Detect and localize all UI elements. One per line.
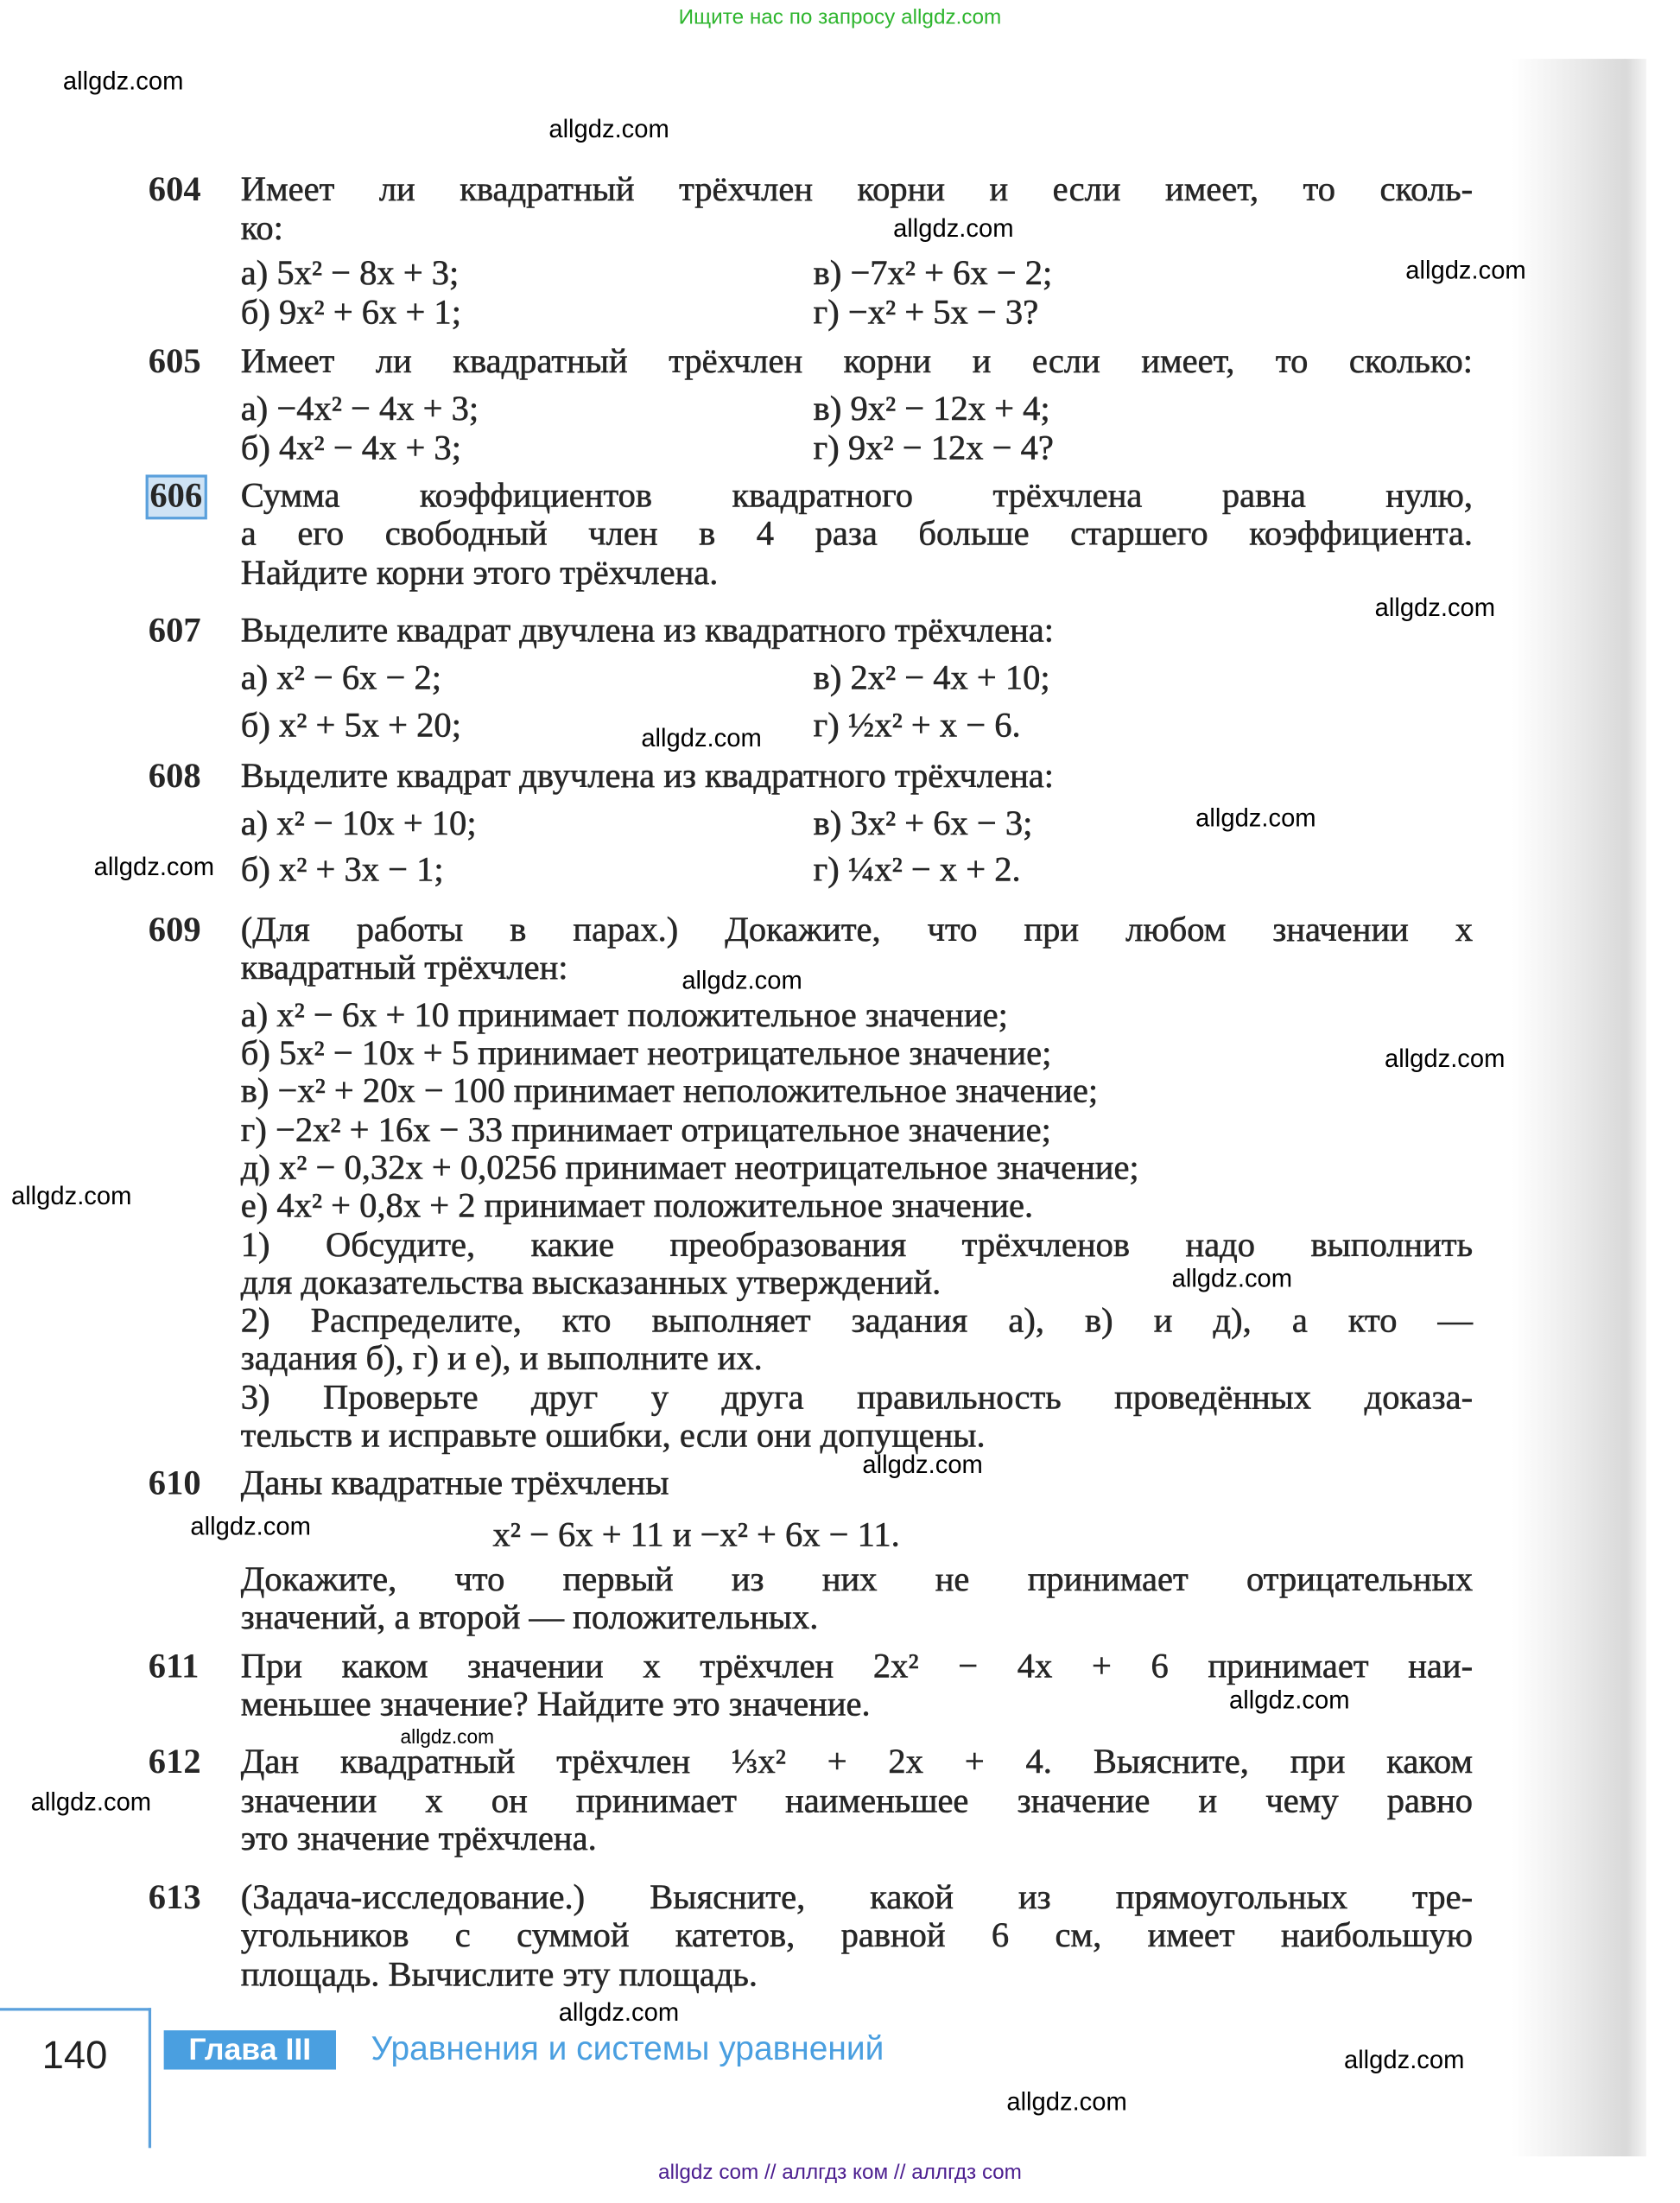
problem-text-line: При каком значении x трёхчлен 2x² − 4x + 6 принимает наи- <box>240 1647 1474 1686</box>
problem-text-line: Найдите корни этого трёхчлена. <box>240 554 719 593</box>
problem-text-line: а) x² − 6x + 10 принимает положительное значение; <box>240 997 1008 1035</box>
problem-option: г) 9x² − 12x − 4? <box>813 429 1054 468</box>
bottom-links[interactable]: allgdz com // аллгдз ком // аллгдз com <box>658 2160 1022 2185</box>
problem-number: 608 <box>148 757 201 796</box>
watermark-link[interactable]: allgdz.com <box>1171 1264 1293 1292</box>
problem-text-line: г) −2x² + 16x − 33 принимает отрицательное значение; <box>240 1111 1051 1150</box>
chapter-title: Уравнения и системы уравнений <box>371 2030 884 2068</box>
problem-number: 607 <box>148 612 201 651</box>
watermark-link[interactable]: allgdz.com <box>62 67 184 96</box>
problem-option: а) x² − 6x − 2; <box>240 659 442 698</box>
problem-text-line: в) −x² + 20x − 100 принимает неположительное значение; <box>240 1072 1099 1111</box>
problem-text-line: задания б), г) и е), и выполните их. <box>240 1340 763 1378</box>
watermark-link[interactable]: allgdz.com <box>548 114 669 143</box>
problem-text-line: это значение трёхчлена. <box>240 1820 597 1858</box>
problem-text-line: ко: <box>240 210 283 248</box>
problem-text-line: Дан квадратный трёхчлен ⅓x² + 2x + 4. Выясните, при каком <box>240 1743 1474 1781</box>
problem-option: а) −4x² − 4x + 3; <box>240 390 479 429</box>
problem-text-line: значений, а второй — положительных. <box>240 1598 819 1637</box>
problem-option: б) x² + 5x + 20; <box>240 707 461 746</box>
problem-text-line: квадратный трёхчлен: <box>240 949 568 987</box>
problem-option: б) 9x² + 6x + 1; <box>240 294 461 333</box>
problem-number: 612 <box>148 1743 201 1781</box>
problem-text-line: Имеет ли квадратный трёхчлен корни и если имеет, то сколь- <box>240 170 1474 209</box>
watermark-link[interactable]: allgdz.com <box>400 1724 495 1748</box>
watermark-link[interactable]: allgdz.com <box>1405 256 1526 285</box>
problem-number: 610 <box>148 1464 201 1503</box>
problem-text-line: д) x² − 0,32x + 0,0256 принимает неотрицательное значение; <box>240 1149 1139 1188</box>
watermark-link[interactable]: allgdz.com <box>1384 1044 1506 1073</box>
problem-text-line: Даны квадратные трёхчлены <box>240 1464 669 1503</box>
footer-rule-vertical <box>149 2008 151 2148</box>
problem-number: 613 <box>148 1879 201 1917</box>
problem-option: б) 4x² − 4x + 3; <box>240 429 461 468</box>
problem-text-line: Имеет ли квадратный трёхчлен корни и если имеет, то сколько: <box>240 343 1474 381</box>
problem-text-line: угольников с суммой катетов, равной 6 см, имеет наибольшую <box>240 1916 1474 1955</box>
watermark-link[interactable]: allgdz.com <box>641 723 762 752</box>
problem-text-line: (Задача-исследование.) Выясните, какой из прямоугольных тре- <box>240 1879 1474 1917</box>
watermark-link[interactable]: allgdz.com <box>1195 803 1316 832</box>
problem-number: 609 <box>148 911 201 949</box>
problem-text-line: для доказательства высказанных утверждений. <box>240 1264 941 1303</box>
watermark-link[interactable]: allgdz.com <box>10 1181 132 1210</box>
watermark-link[interactable]: allgdz.com <box>862 1451 983 1479</box>
watermark-link[interactable]: allgdz.com <box>1343 2045 1465 2074</box>
problem-text-line: тельств и исправьте ошибки, если они допущены. <box>240 1417 986 1456</box>
problem-option: а) 5x² − 8x + 3; <box>240 254 460 293</box>
problem-text-line: Сумма коэффициентов квадратного трёхчлена равна нулю, <box>240 477 1474 516</box>
problem-text-line: x² − 6x + 11 и −x² + 6x − 11. <box>492 1516 900 1555</box>
page-number: 140 <box>41 2033 108 2077</box>
problem-text-line: б) 5x² − 10x + 5 принимает неотрицательное значение; <box>240 1034 1052 1073</box>
problem-number: 606 <box>149 477 203 516</box>
page-fold-shadow <box>1512 59 1646 2156</box>
problem-text-line: е) 4x² + 0,8x + 2 принимает положительное значение. <box>240 1187 1034 1226</box>
footer-rule <box>0 2008 151 2010</box>
problem-option: г) ½x² + x − 6. <box>813 707 1021 746</box>
watermark-link[interactable]: allgdz.com <box>558 1997 680 2027</box>
problem-option: в) 9x² − 12x + 4; <box>813 390 1050 429</box>
problem-number: 605 <box>148 343 201 381</box>
watermark-link[interactable]: allgdz.com <box>893 213 1014 243</box>
problem-option: г) ¼x² − x + 2. <box>813 851 1021 890</box>
problem-text-line: (Для работы в парах.) Докажите, что при любом значении x <box>240 911 1474 949</box>
problem-option: б) x² + 3x − 1; <box>240 851 444 890</box>
problem-text-line: Докажите, что первый из них не принимает отрицательных <box>240 1561 1474 1599</box>
problem-text-line: Выделите квадрат двучлена из квадратного трёхчлена: <box>240 757 1055 796</box>
watermark-link[interactable]: allgdz.com <box>1006 2087 1127 2117</box>
problem-text-line: площадь. Вычислите эту площадь. <box>240 1956 758 1995</box>
watermark-link[interactable]: allgdz.com <box>30 1787 152 1817</box>
problem-text-line: 3) Проверьте друг у друга правильность проведённых доказа- <box>240 1379 1474 1418</box>
problem-text-line: Выделите квадрат двучлена из квадратного трёхчлена: <box>240 612 1055 651</box>
top-banner[interactable]: Ищите нас по запросу allgdz.com <box>678 5 1002 30</box>
problem-text-line: 1) Обсудите, какие преобразования трёхчленов надо выполнить <box>240 1226 1474 1265</box>
problem-option: а) x² − 10x + 10; <box>240 804 477 843</box>
watermark-link[interactable]: allgdz.com <box>1229 1686 1350 1714</box>
problem-text-line: 2) Распределите, кто выполняет задания а), в) и д), а кто — <box>240 1302 1474 1341</box>
problem-text-line: меньшее значение? Найдите это значение. <box>240 1686 871 1724</box>
problem-option: в) −7x² + 6x − 2; <box>813 254 1053 293</box>
chapter-label: Глава III <box>164 2030 336 2069</box>
watermark-link[interactable]: allgdz.com <box>682 966 802 994</box>
problem-text-line: значении x он принимает наименьшее значение и чему равно <box>240 1782 1474 1821</box>
watermark-link[interactable]: allgdz.com <box>190 1512 311 1540</box>
problem-option: в) 3x² + 6x − 3; <box>813 804 1033 843</box>
problem-number: 604 <box>148 170 201 209</box>
watermark-link[interactable]: allgdz.com <box>1374 594 1496 622</box>
problem-option: г) −x² + 5x − 3? <box>813 294 1039 333</box>
problem-text-line: а его свободный член в 4 раза больше старшего коэффициента. <box>240 515 1474 554</box>
watermark-link[interactable]: allgdz.com <box>93 853 215 881</box>
problem-number: 611 <box>148 1647 200 1686</box>
problem-option: в) 2x² − 4x + 10; <box>813 659 1050 698</box>
